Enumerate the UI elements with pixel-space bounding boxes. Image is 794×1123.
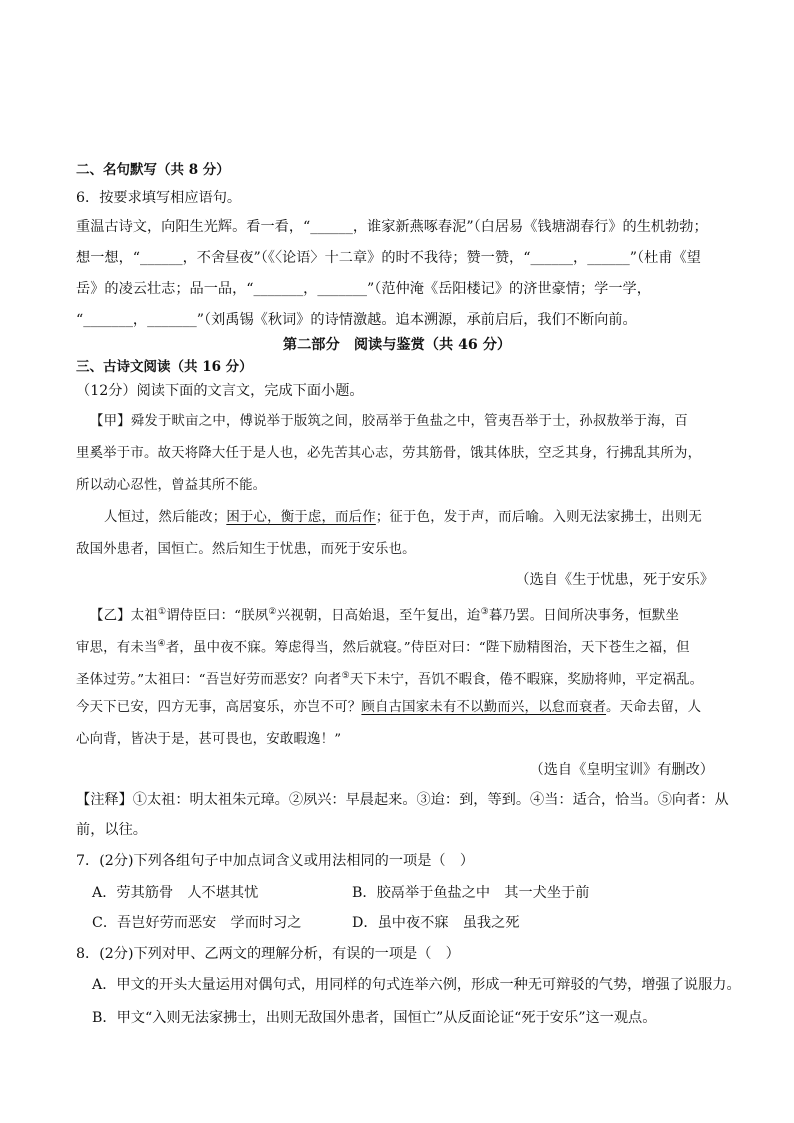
note-marker-4: ④ xyxy=(157,639,166,649)
yi-l1-d: 暮乃罢。日间所决事务，恒默坐 xyxy=(488,608,680,624)
notes-line-2: 前，以往。 xyxy=(76,822,147,838)
passage-yi-line-2 xyxy=(76,634,690,658)
passage-yi-line-4 xyxy=(76,698,701,718)
passage-jia-line-2: 里奚举于市。故天将降大任于是人也，必先苦其心志，劳其筋骨，饿其体肤，空乏其身，行拂乱其所为， xyxy=(76,446,702,461)
q6-line-3: 岳》的凌云壮志；品一品，“_______，_______”（范仲淹《岳阳楼记》的济世豪情；学一学， xyxy=(76,281,651,297)
passage-jia-source: （选自《生于忧患，死于安乐》 xyxy=(515,572,714,588)
yi-l1-c: 兴视朝，日高始退，至午复出，迨 xyxy=(276,608,481,624)
q8-option-b[interactable]: B．甲文“入则无法家拂士，出则无敌国外患者，国恒亡”从反面论证“死于安乐”这一观点。 xyxy=(92,1010,657,1026)
q6-line-4: “_______，_______”（刘禹锡《秋词》的诗情激越。追本溯源，承前启后，我们不断向前。 xyxy=(76,312,637,328)
yi-l4-start: 今天下已安，四方无事，高居宴乐，亦岂不可？ xyxy=(76,700,362,715)
yi-l3-a: 圣体过劳。”太祖曰：“吾岂好劳而恶安？向者 xyxy=(76,672,342,688)
question-8-stem: 8．(2分)下列对甲、乙两文的理解分析，有误的一项是（ ） xyxy=(76,946,460,962)
jia-l4-start: 人恒过，然后能改； xyxy=(104,510,227,525)
yi-l4-end: 。天命去留，人 xyxy=(606,700,702,715)
passage-jia-line-5: 敌国外患者，国恒亡。然后知生于忧患，而死于安乐也。 xyxy=(76,542,416,557)
yi-l3-b: 天下未宁，吾饥不暇食，倦不暇寐，奖励将帅，平定祸乱。 xyxy=(349,672,704,688)
section-2-title: 二、名句默写（共 8 分） xyxy=(76,162,230,178)
question-7-stem: 7．(2分)下列各组句子中加点词含义或用法相同的一项是（ ） xyxy=(76,853,475,869)
q6-line-2: 想一想，“______，不舍昼夜”（《〈论语〉十二章》的时不我待；赞一赞，“______，______”（杜甫《望 xyxy=(76,250,701,266)
q7-option-c[interactable]: C．吾岂好劳而恶安 学而时习之 xyxy=(92,915,302,931)
yi-l1-a: 【乙】太祖 xyxy=(90,608,158,624)
yi-l1-b: 谓侍臣曰：“朕夙 xyxy=(166,608,269,624)
note-marker-3: ③ xyxy=(480,607,489,617)
note-marker-5: ⑤ xyxy=(341,671,350,681)
passage-yi-source: （选自《皇明宝训》有删改） xyxy=(529,762,714,778)
q6-line-1: 重温古诗文，向阳生光辉。看一看，“______，谁家新燕啄春泥”（白居易《钱塘湖春行》的生机勃勃； xyxy=(76,219,708,235)
passage-jia-line-4 xyxy=(104,508,702,528)
q8-option-a[interactable]: A．甲文的开头大量运用对偶句式，用同样的句式连举六例，形成一种无可辩驳的气势，增强了说服力。 xyxy=(92,977,741,993)
yi-l2-a: 审思，有未当 xyxy=(76,640,158,656)
q7-option-b[interactable]: B．胶鬲举于鱼盐之中 其一犬坐于前 xyxy=(352,885,590,901)
yi-underlined-sentence: 顾自古国家未有不以勤而兴，以怠而衰者 xyxy=(361,700,607,715)
part-2-title: 第二部分 阅读与鉴赏（共 46 分） xyxy=(282,337,512,353)
passage-yi-line-5: 心向背，皆决于是，甚可畏也，安敢暇逸！” xyxy=(76,732,342,747)
q7-option-d[interactable]: D．虽中夜不寐 虽我之死 xyxy=(352,915,520,931)
passage-yi-line-3 xyxy=(76,666,703,690)
section-3-title: 三、古诗文阅读（共 16 分） xyxy=(76,359,253,375)
q7-option-a[interactable]: A．劳其筋骨 人不堪其忧 xyxy=(92,885,259,901)
jia-l4-end: ；征于色，发于声，而后喻。入则无法家拂士，出则无 xyxy=(375,510,703,525)
note-marker-1: ① xyxy=(157,607,167,617)
section-3-intro: （12分）阅读下面的文言文，完成下面小题。 xyxy=(76,383,364,399)
jia-underlined-sentence: 困于心，衡于虑，而后作 xyxy=(226,510,376,525)
notes-line-1: 【注释】①太祖：明太祖朱元璋。②夙兴：早晨起来。③迨：到，等到。④当：适合，恰当。⑤向者：从 xyxy=(76,792,729,808)
passage-jia-line-3: 所以动心忍性，曾益其所不能。 xyxy=(76,478,267,493)
passage-jia-line-1: 【甲】舜发于畎亩之中，傅说举于版筑之间，胶鬲举于鱼盐之中，管夷吾举于士，孙叔敖举于海，百 xyxy=(90,414,688,429)
question-6-title: 6．按要求填写相应语句。 xyxy=(76,190,242,206)
yi-l2-b: 者，虽中夜不寐。筹虑得当，然后就寝。”侍臣对曰：“陛下励精图治，天下苍生之福，但 xyxy=(165,640,690,656)
passage-yi-line-1 xyxy=(90,602,679,626)
note-marker-2: ② xyxy=(268,607,277,617)
